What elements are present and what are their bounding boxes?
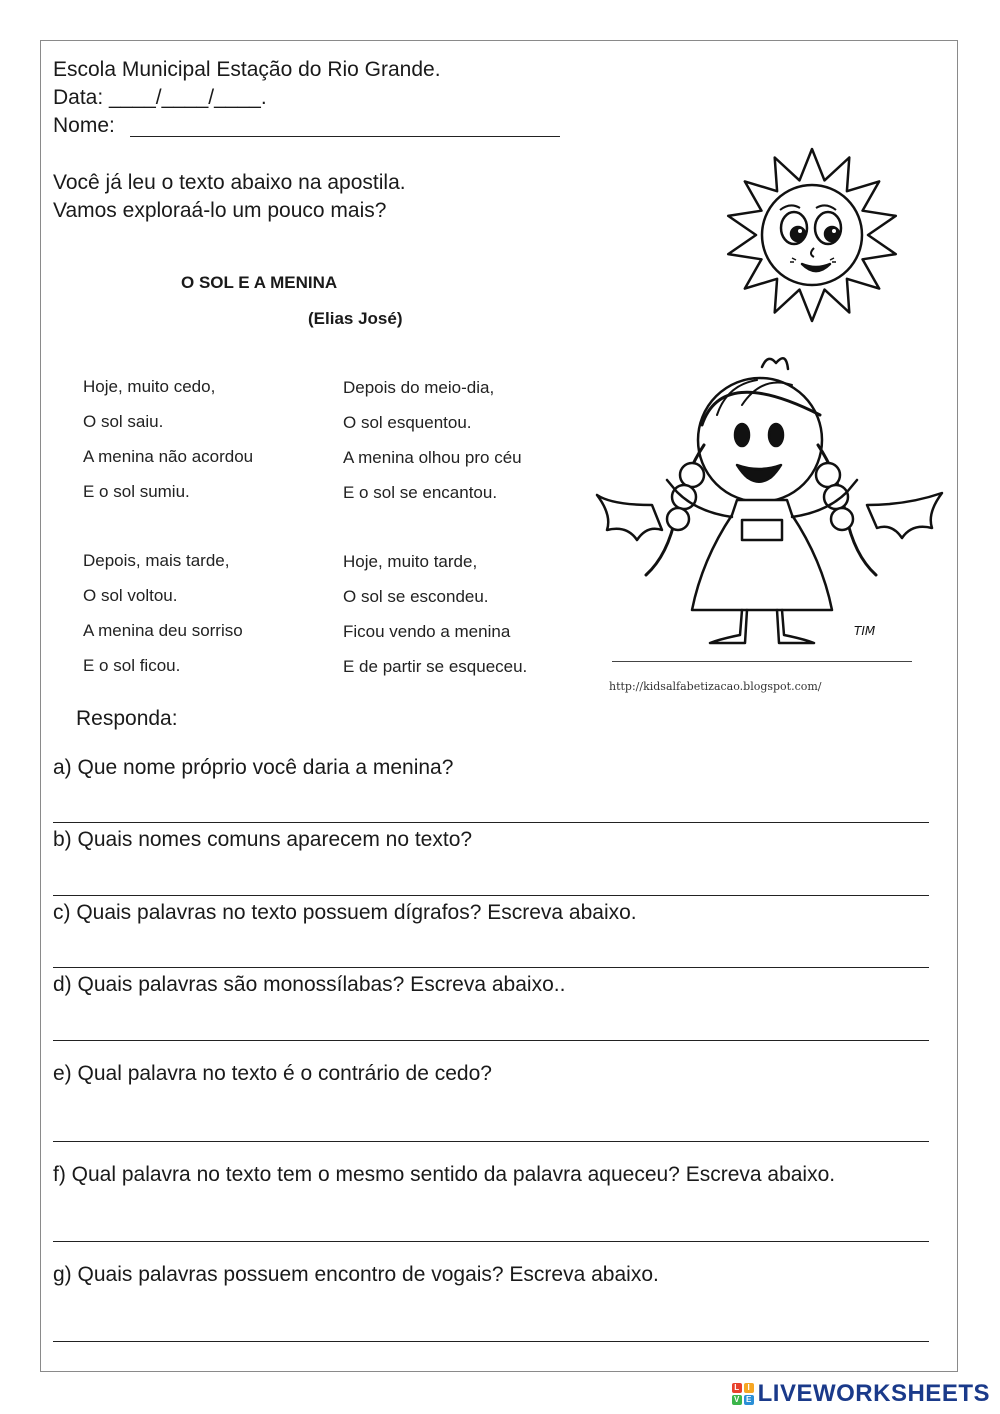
poem-line: E o sol sumiu. (83, 482, 190, 501)
question-c: c) Quais palavras no texto possuem dígrafos? Escreva abaixo. (53, 901, 637, 924)
poem-line: O sol saiu. (83, 412, 164, 431)
poem-stanza-1 (83, 369, 253, 509)
poem-stanza-3 (83, 543, 243, 683)
name-input-line[interactable] (130, 136, 560, 137)
poem-line: O sol voltou. (83, 586, 178, 605)
logo-letter: V (732, 1395, 742, 1405)
intro-line-2: Vamos exploraá-lo um pouco mais? (53, 199, 387, 222)
illustration-divider (612, 661, 912, 662)
poem-line: A menina não acordou (83, 447, 254, 466)
poem-line: E o sol ficou. (83, 656, 181, 675)
poem-line: O sol esquentou. (343, 413, 472, 432)
answer-line-a[interactable] (53, 822, 929, 823)
intro-line-1: Você já leu o texto abaixo na apostila. (53, 171, 406, 194)
poem-line: A menina olhou pro céu (343, 448, 522, 467)
poem-line: E de partir se esqueceu. (343, 657, 528, 676)
answer-line-c[interactable] (53, 967, 929, 968)
logo-text: LIVEWORKSHEETS (757, 1380, 990, 1407)
poem-title: O SOL E A MENINA (181, 273, 338, 292)
name-label: Nome: (53, 114, 115, 137)
questions-prompt: Responda: (76, 707, 178, 730)
answer-line-e[interactable] (53, 1141, 929, 1142)
poem-line: Depois do meio-dia, (343, 378, 495, 397)
logo-letter: L (732, 1383, 742, 1393)
poem-author: (Elias José) (308, 309, 403, 328)
poem-line: Hoje, muito tarde, (343, 552, 478, 571)
question-b: b) Quais nomes comuns aparecem no texto? (53, 828, 473, 851)
girl-illustration (592, 345, 947, 650)
source-url: http://kidsalfabetizacao.blogspot.com/ (609, 680, 822, 693)
date-field: Data: ____/____/____. (53, 86, 267, 109)
school-name: Escola Municipal Estação do Rio Grande. (53, 58, 441, 81)
illustration-signature: TIM (854, 624, 876, 638)
poem-line: Ficou vendo a menina (343, 622, 511, 641)
question-a: a) Que nome próprio você daria a menina? (53, 756, 454, 779)
poem-line: Depois, mais tarde, (83, 551, 230, 570)
logo-letter: I (744, 1383, 754, 1393)
question-d: d) Quais palavras são monossílabas? Escreva abaixo.. (53, 973, 566, 996)
sun-illustration (722, 140, 902, 330)
logo-letter: E (744, 1395, 754, 1405)
poem-line: Hoje, muito cedo, (83, 377, 216, 396)
poem-line: O sol se escondeu. (343, 587, 489, 606)
question-g: g) Quais palavras possuem encontro de vogais? Escreva abaixo. (53, 1263, 659, 1286)
liveworksheets-logo[interactable] (732, 1380, 990, 1408)
poem-stanza-2 (343, 370, 522, 510)
answer-line-d[interactable] (53, 1040, 929, 1041)
answer-line-f[interactable] (53, 1241, 929, 1242)
answer-line-g[interactable] (53, 1341, 929, 1342)
poem-line: A menina deu sorriso (83, 621, 243, 640)
answer-line-b[interactable] (53, 895, 929, 896)
poem-stanza-4 (343, 544, 527, 684)
question-e: e) Qual palavra no texto é o contrário de cedo? (53, 1062, 492, 1085)
logo-icon (732, 1383, 754, 1405)
poem-line: E o sol se encantou. (343, 483, 498, 502)
question-f: f) Qual palavra no texto tem o mesmo sentido da palavra aqueceu? Escreva abaixo. (53, 1163, 836, 1186)
